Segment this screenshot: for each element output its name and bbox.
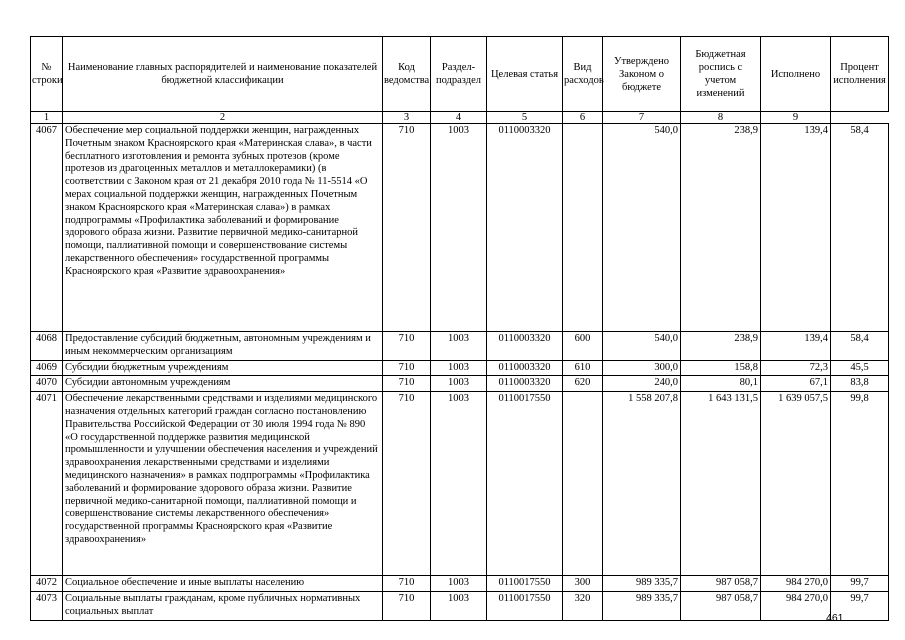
row-percent: 58,4: [831, 332, 889, 361]
table-row: [31, 124, 889, 332]
row-budget: 987 058,7: [681, 591, 761, 620]
page-number: 461: [826, 612, 844, 624]
row-number: 4068: [31, 332, 63, 361]
header-percent: Процент исполнения: [831, 37, 889, 112]
row-percent: 99,7: [831, 591, 889, 620]
row-exp-type: 320: [563, 591, 603, 620]
table-row: [31, 576, 889, 592]
column-number: 3: [383, 112, 431, 124]
row-executed: 139,4: [761, 332, 831, 361]
table-row: [31, 591, 889, 620]
row-name: Социальное обеспечение и иные выплаты населению: [63, 576, 383, 592]
row-name: Предоставление субсидий бюджетным, автономным учреждениям и иным некоммерческим организациям: [63, 332, 383, 361]
header-section: Раздел-подраздел: [431, 37, 487, 112]
row-executed: 139,4: [761, 124, 831, 332]
header-budget: Бюджетная роспись с учетом изменений: [681, 37, 761, 112]
row-target: 0110003320: [487, 124, 563, 332]
row-budget: 987 058,7: [681, 576, 761, 592]
row-section: 1003: [431, 360, 487, 376]
column-number: 8: [681, 112, 761, 124]
row-approved: 240,0: [603, 376, 681, 392]
row-number: 4067: [31, 124, 63, 332]
row-dept: 710: [383, 576, 431, 592]
row-number: 4069: [31, 360, 63, 376]
row-executed: 67,1: [761, 376, 831, 392]
header-exp-type: Вид расходов: [563, 37, 603, 112]
row-budget: 238,9: [681, 332, 761, 361]
row-section: 1003: [431, 576, 487, 592]
row-exp-type: 610: [563, 360, 603, 376]
table-row: [31, 392, 889, 576]
header-executed: Исполнено: [761, 37, 831, 112]
column-number-row: [31, 112, 889, 124]
column-number: 2: [63, 112, 383, 124]
row-executed: 984 270,0: [761, 576, 831, 592]
row-approved: 989 335,7: [603, 576, 681, 592]
row-percent: 83,8: [831, 376, 889, 392]
table-row: [31, 376, 889, 392]
row-budget: 80,1: [681, 376, 761, 392]
row-exp-type: [563, 124, 603, 332]
row-dept: 710: [383, 392, 431, 576]
column-number: 1: [31, 112, 63, 124]
row-dept: 710: [383, 332, 431, 361]
row-percent: 99,8: [831, 392, 889, 576]
row-target: 0110003320: [487, 360, 563, 376]
row-name: Обеспечение мер социальной поддержки женщин, награжденных Почетным знаком Красноярского края «Материнская слава», в части бесплатного изготовления и ремонта зубных протезов (кроме протезов из драгоценных металлов и металлокерамики) (в соответствии с Законом края от 21 декабря 2010 года № 11-5514 «О мерах социальной поддержки женщин, награжденных Почетным знаком Красноярского края «Материнская слава») в рамках подпрограммы «Профилактика заболеваний и формирование здорового образа жизни. Развитие первичной медико-санитарной помощи, паллиативной помощи и совершенствование системы лекарственного обеспечения» государственной программы Красноярского края «Развитие здравоохранения»: [63, 124, 383, 332]
row-target: 0110017550: [487, 576, 563, 592]
column-number: 5: [487, 112, 563, 124]
row-number: 4070: [31, 376, 63, 392]
table-row: [31, 360, 889, 376]
row-budget: 158,8: [681, 360, 761, 376]
row-target: 0110003320: [487, 376, 563, 392]
row-percent: 58,4: [831, 124, 889, 332]
row-executed: 72,3: [761, 360, 831, 376]
row-dept: 710: [383, 360, 431, 376]
row-approved: 1 558 207,8: [603, 392, 681, 576]
row-executed: 984 270,0: [761, 591, 831, 620]
column-number: 4: [431, 112, 487, 124]
row-target: 0110017550: [487, 591, 563, 620]
row-section: 1003: [431, 332, 487, 361]
row-target: 0110017550: [487, 392, 563, 576]
row-executed: 1 639 057,5: [761, 392, 831, 576]
row-name: Субсидии автономным учреждениям: [63, 376, 383, 392]
header-approved: Утверждено Законом о бюджете: [603, 37, 681, 112]
row-section: 1003: [431, 124, 487, 332]
row-approved: 989 335,7: [603, 591, 681, 620]
row-exp-type: 600: [563, 332, 603, 361]
row-approved: 300,0: [603, 360, 681, 376]
row-name: Субсидии бюджетным учреждениям: [63, 360, 383, 376]
row-number: 4073: [31, 591, 63, 620]
row-number: 4072: [31, 576, 63, 592]
row-budget: 238,9: [681, 124, 761, 332]
header-target: Целевая статья: [487, 37, 563, 112]
row-dept: 710: [383, 376, 431, 392]
row-approved: 540,0: [603, 332, 681, 361]
row-exp-type: [563, 392, 603, 576]
row-name: Социальные выплаты гражданам, кроме публичных нормативных социальных выплат: [63, 591, 383, 620]
row-number: 4071: [31, 392, 63, 576]
row-section: 1003: [431, 376, 487, 392]
header-dept: Код ведомства: [383, 37, 431, 112]
row-section: 1003: [431, 392, 487, 576]
table-header-row: [31, 37, 889, 112]
budget-execution-table: [30, 36, 889, 621]
row-exp-type: 300: [563, 576, 603, 592]
table-row: [31, 332, 889, 361]
column-number: 7: [603, 112, 681, 124]
row-budget: 1 643 131,5: [681, 392, 761, 576]
column-number: 9: [761, 112, 831, 124]
row-dept: 710: [383, 124, 431, 332]
row-target: 0110003320: [487, 332, 563, 361]
row-percent: 45,5: [831, 360, 889, 376]
row-dept: 710: [383, 591, 431, 620]
header-name: Наименование главных распорядителей и наименование показателей бюджетной классификации: [63, 37, 383, 112]
header-row-no: № строки: [31, 37, 63, 112]
row-exp-type: 620: [563, 376, 603, 392]
row-name: Обеспечение лекарственными средствами и изделиями медицинского назначения отдельных категорий граждан согласно постановлению Правительства Российской Федерации от 30 июля 1994 года № 890 «О государственной поддержке развития медицинской промышленности и улучшении обеспечения населения и учреждений здравоохранения лекарственными средствами и изделиями медицинского назначения» в рамках подпрограммы «Профилактика заболеваний и формирование здорового образа жизни. Развитие первичной медико-санитарной помощи, паллиативной помощи и совершенствование системы лекарственного обеспечения» государственной программы Красноярского края «Развитие здравоохранения»: [63, 392, 383, 576]
row-percent: 99,7: [831, 576, 889, 592]
row-section: 1003: [431, 591, 487, 620]
column-number: 6: [563, 112, 603, 124]
row-approved: 540,0: [603, 124, 681, 332]
